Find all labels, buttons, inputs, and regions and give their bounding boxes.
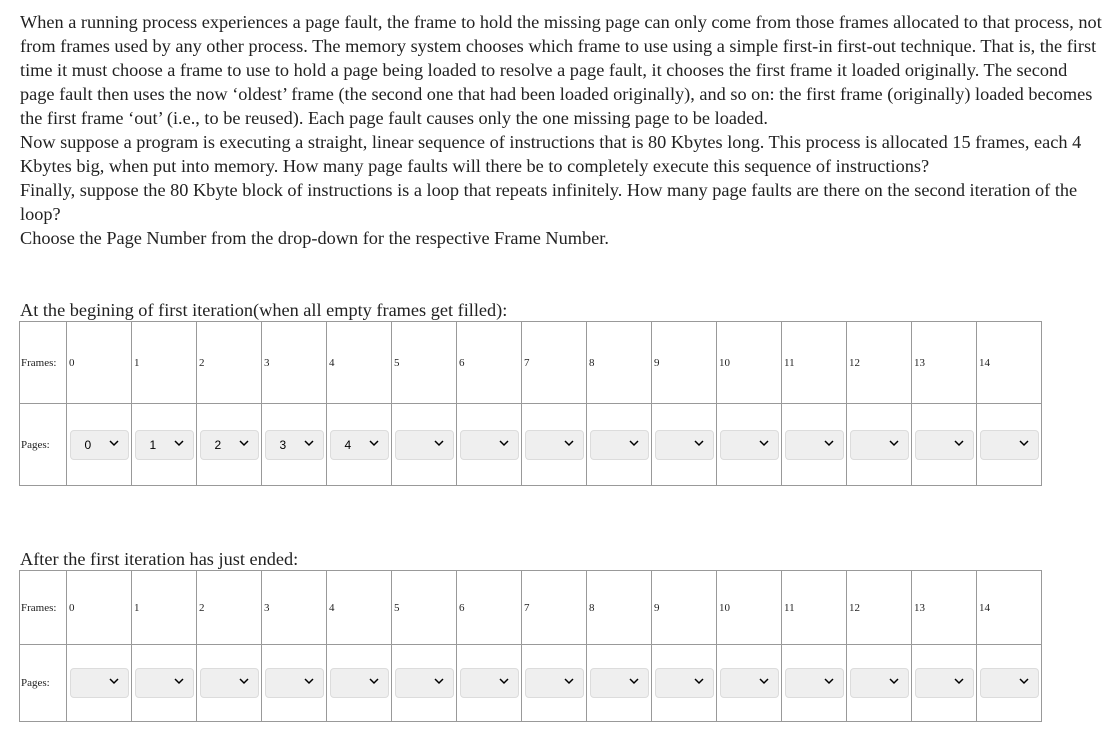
page-number-dropdown[interactable] bbox=[720, 668, 779, 698]
frames-label: Frames: bbox=[20, 322, 67, 404]
page-cell bbox=[912, 645, 977, 722]
question-paragraph-loop: Finally, suppose the 80 Kbyte block of instructions is a loop that repeats infinitely. How many page faults are there on the second iteration of the loop? bbox=[20, 180, 1078, 224]
question-text bbox=[20, 10, 1102, 250]
page-number-dropdown[interactable] bbox=[915, 430, 974, 460]
chevron-down-icon bbox=[302, 436, 316, 450]
page-number-dropdown[interactable] bbox=[395, 430, 454, 460]
page-cell bbox=[652, 404, 717, 486]
page-number-dropdown[interactable] bbox=[850, 430, 909, 460]
page-cell bbox=[132, 404, 197, 486]
page-cell bbox=[522, 645, 587, 722]
chevron-down-icon bbox=[172, 674, 186, 688]
frame-number: 7 bbox=[522, 322, 587, 404]
page-number-dropdown[interactable] bbox=[525, 430, 584, 460]
page-number-value: 2 bbox=[214, 437, 222, 452]
section2-frame-table bbox=[19, 570, 1042, 722]
chevron-down-icon bbox=[887, 436, 901, 450]
page-cell bbox=[197, 404, 262, 486]
chevron-down-icon bbox=[952, 674, 966, 688]
page-cell bbox=[847, 404, 912, 486]
chevron-down-icon bbox=[562, 436, 576, 450]
question-paragraph-linear: Now suppose a program is executing a straight, linear sequence of instructions that is 80 Kbytes long. This process is allocated 15 frames, each 4 Kbytes big, when put into memory. How many page faults will there be to completely execute this sequence of instructions? bbox=[20, 132, 1082, 176]
frame-number: 5 bbox=[392, 322, 457, 404]
page-number-dropdown[interactable] bbox=[785, 430, 844, 460]
page-number-dropdown[interactable] bbox=[135, 668, 194, 698]
page-number-dropdown[interactable] bbox=[200, 668, 259, 698]
chevron-down-icon bbox=[692, 436, 706, 450]
page-cell bbox=[327, 404, 392, 486]
frame-number: 4 bbox=[327, 571, 392, 645]
page-cell bbox=[132, 645, 197, 722]
chevron-down-icon bbox=[367, 674, 381, 688]
page-number-dropdown[interactable] bbox=[330, 668, 389, 698]
frame-number: 7 bbox=[522, 571, 587, 645]
chevron-down-icon bbox=[172, 436, 186, 450]
frame-number: 8 bbox=[587, 571, 652, 645]
chevron-down-icon bbox=[757, 674, 771, 688]
chevron-down-icon bbox=[237, 436, 251, 450]
page-number-value: 1 bbox=[149, 437, 157, 452]
page-number-dropdown[interactable] bbox=[265, 430, 324, 460]
page-cell bbox=[457, 404, 522, 486]
chevron-down-icon bbox=[627, 436, 641, 450]
page-cell bbox=[782, 404, 847, 486]
chevron-down-icon bbox=[237, 674, 251, 688]
page-number-dropdown[interactable] bbox=[915, 668, 974, 698]
page-cell bbox=[67, 645, 132, 722]
frame-number: 14 bbox=[977, 322, 1042, 404]
page-number-dropdown[interactable] bbox=[590, 430, 649, 460]
page-number-dropdown[interactable] bbox=[330, 430, 389, 460]
frame-number: 6 bbox=[457, 571, 522, 645]
question-paragraph-instructions: Choose the Page Number from the drop-down for the respective Frame Number. bbox=[20, 228, 609, 248]
pages-row bbox=[20, 645, 1042, 722]
frame-number: 3 bbox=[262, 322, 327, 404]
chevron-down-icon bbox=[562, 674, 576, 688]
frame-number: 10 bbox=[717, 571, 782, 645]
page-number-dropdown[interactable] bbox=[720, 430, 779, 460]
page-number-dropdown[interactable] bbox=[460, 668, 519, 698]
frame-number: 0 bbox=[67, 322, 132, 404]
page-number-dropdown[interactable] bbox=[980, 430, 1039, 460]
frame-number: 3 bbox=[262, 571, 327, 645]
section1-caption: At the begining of first iteration(when all empty frames get filled): bbox=[20, 300, 508, 320]
pages-row bbox=[20, 404, 1042, 486]
page-cell bbox=[717, 645, 782, 722]
pages-label: Pages: bbox=[20, 645, 67, 722]
page-cell bbox=[327, 645, 392, 722]
frame-number: 9 bbox=[652, 571, 717, 645]
page-cell bbox=[262, 404, 327, 486]
section1-frame-table bbox=[19, 321, 1042, 486]
page-number-dropdown[interactable] bbox=[655, 430, 714, 460]
frame-number: 9 bbox=[652, 322, 717, 404]
page-number-value: 3 bbox=[279, 437, 287, 452]
frame-number: 14 bbox=[977, 571, 1042, 645]
frame-number: 4 bbox=[327, 322, 392, 404]
page-number-dropdown[interactable] bbox=[525, 668, 584, 698]
frame-number: 11 bbox=[782, 322, 847, 404]
frames-row bbox=[20, 322, 1042, 404]
page-number-dropdown[interactable] bbox=[980, 668, 1039, 698]
frame-number: 0 bbox=[67, 571, 132, 645]
page-cell bbox=[912, 404, 977, 486]
frame-number: 6 bbox=[457, 322, 522, 404]
page-cell bbox=[67, 404, 132, 486]
page-number-value: 4 bbox=[344, 437, 352, 452]
frame-number: 11 bbox=[782, 571, 847, 645]
chevron-down-icon bbox=[952, 436, 966, 450]
frames-label: Frames: bbox=[20, 571, 67, 645]
page-cell bbox=[392, 645, 457, 722]
frame-number: 1 bbox=[132, 322, 197, 404]
page-cell bbox=[847, 645, 912, 722]
page-cell bbox=[652, 645, 717, 722]
page-number-dropdown[interactable] bbox=[590, 668, 649, 698]
question-paragraph-fifo: When a running process experiences a page fault, the frame to hold the missing page can only come from those frames allocated to that process, not from frames used by any other process. The memory system chooses which frame to use using a simple first-in first-out technique. That is, the first time it must choose a frame to use to hold a page being loaded to resolve a page fault, it chooses the first frame it loaded originally. The second page fault then uses the now ‘oldest’ frame (the second one that had been loaded originally), and so on: the first frame (originally) loaded becomes the first frame ‘out’ (i.e., to be reused). Each page fault causes only the one missing page to be loaded. bbox=[20, 12, 1102, 128]
page-cell bbox=[392, 404, 457, 486]
page-cell bbox=[587, 404, 652, 486]
chevron-down-icon bbox=[497, 674, 511, 688]
chevron-down-icon bbox=[432, 436, 446, 450]
pages-label: Pages: bbox=[20, 404, 67, 486]
frame-number: 2 bbox=[197, 322, 262, 404]
chevron-down-icon bbox=[887, 674, 901, 688]
frame-number: 8 bbox=[587, 322, 652, 404]
chevron-down-icon bbox=[627, 674, 641, 688]
page-number-dropdown[interactable] bbox=[70, 430, 129, 460]
page-number-value: 0 bbox=[84, 437, 92, 452]
frame-number: 5 bbox=[392, 571, 457, 645]
frame-number: 12 bbox=[847, 322, 912, 404]
page-cell bbox=[262, 645, 327, 722]
frame-number: 2 bbox=[197, 571, 262, 645]
chevron-down-icon bbox=[1017, 674, 1031, 688]
frame-number: 1 bbox=[132, 571, 197, 645]
frames-row bbox=[20, 571, 1042, 645]
chevron-down-icon bbox=[367, 436, 381, 450]
frame-number: 13 bbox=[912, 571, 977, 645]
chevron-down-icon bbox=[1017, 436, 1031, 450]
chevron-down-icon bbox=[692, 674, 706, 688]
frame-number: 12 bbox=[847, 571, 912, 645]
page-number-dropdown[interactable] bbox=[655, 668, 714, 698]
page-number-dropdown[interactable] bbox=[265, 668, 324, 698]
chevron-down-icon bbox=[302, 674, 316, 688]
chevron-down-icon bbox=[757, 436, 771, 450]
page-cell bbox=[782, 645, 847, 722]
page-number-dropdown[interactable] bbox=[70, 668, 129, 698]
page-cell bbox=[522, 404, 587, 486]
chevron-down-icon bbox=[822, 436, 836, 450]
page-cell bbox=[587, 645, 652, 722]
chevron-down-icon bbox=[107, 674, 121, 688]
chevron-down-icon bbox=[822, 674, 836, 688]
frame-number: 10 bbox=[717, 322, 782, 404]
page-number-dropdown[interactable] bbox=[200, 430, 259, 460]
section2-caption: After the first iteration has just ended: bbox=[20, 549, 299, 569]
page-number-dropdown[interactable] bbox=[395, 668, 454, 698]
page-number-dropdown[interactable] bbox=[785, 668, 844, 698]
chevron-down-icon bbox=[432, 674, 446, 688]
page-number-dropdown[interactable] bbox=[460, 430, 519, 460]
page-cell bbox=[977, 645, 1042, 722]
page-cell bbox=[457, 645, 522, 722]
chevron-down-icon bbox=[497, 436, 511, 450]
frame-number: 13 bbox=[912, 322, 977, 404]
page-number-dropdown[interactable] bbox=[135, 430, 194, 460]
page-cell bbox=[977, 404, 1042, 486]
page-number-dropdown[interactable] bbox=[850, 668, 909, 698]
page-cell bbox=[197, 645, 262, 722]
page-cell bbox=[717, 404, 782, 486]
chevron-down-icon bbox=[107, 436, 121, 450]
